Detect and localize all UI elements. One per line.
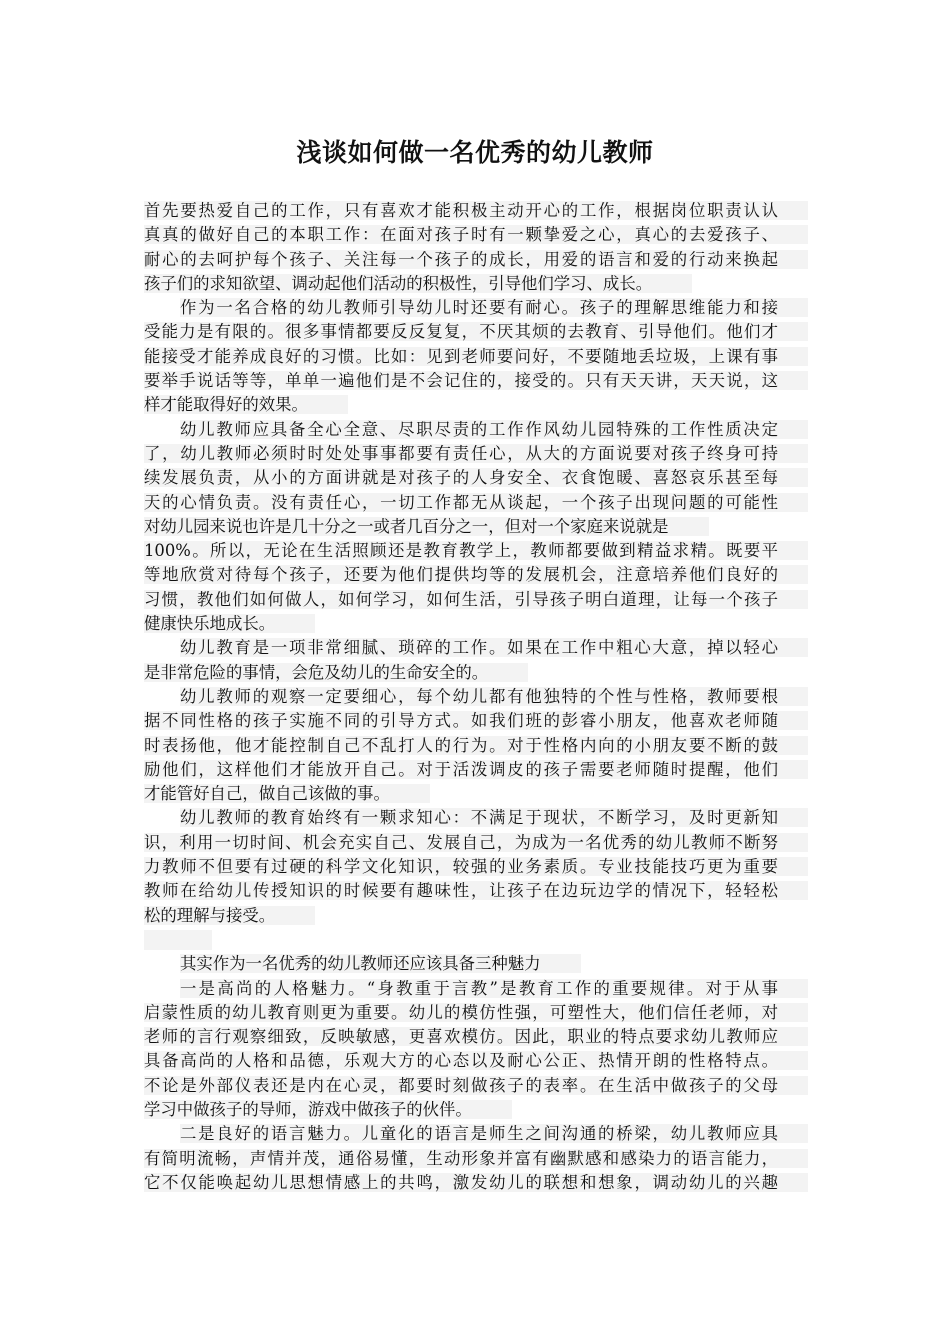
text-line: 是非常危险的事情，会危及幼儿的生命安全的。 <box>144 661 808 685</box>
text-line: 要举手说话等等，单单一遍他们是不会记住的，接受的。只有天天讲，天天说，这 <box>144 369 808 393</box>
text-line: 二是良好的语言魅力。儿童化的语言是师生之间沟通的桥梁，幼儿教师应具 <box>144 1122 808 1146</box>
text-line: 样才能取得好的效果。 <box>144 393 808 417</box>
text-line: 天的心情负责。没有责任心，一切工作都无从谈起，一个孩子出现问题的可能性 <box>144 491 808 515</box>
text-line: 能接受才能养成良好的习惯。比如：见到老师要问好，不要随地丢垃圾，上课有事 <box>144 345 808 369</box>
document-title: 浅谈如何做一名优秀的幼儿教师 <box>296 138 654 167</box>
text-line: 不论是外部仪表还是内在心灵，都要时刻做孩子的表率。在生活中做孩子的父母 <box>144 1074 808 1098</box>
text-line: 续发展负责，从小的方面讲就是对孩子的人身安全、衣食饱暖、喜怒哀乐甚至每 <box>144 466 808 490</box>
text-line: 幼儿教师的观察一定要细心，每个幼儿都有他独特的个性与性格，教师要根 <box>144 685 808 709</box>
text-line: 识，利用一切时间、机会充实自己、发展自己，为成为一名优秀的幼儿教师不断努 <box>144 831 808 855</box>
blank-line <box>144 928 808 952</box>
text-line: 对幼儿园来说也许是几十分之一或者几百分之一，但对一个家庭来说就是 <box>144 515 808 539</box>
text-line: 首先要热爱自己的工作，只有喜欢才能积极主动开心的工作，根据岗位职责认认 <box>144 199 808 223</box>
text-line: 习惯，教他们如何做人，如何学习，如何生活，引导孩子明白道理，让每一个孩子 <box>144 588 808 612</box>
text-line: 100%。所以，无论在生活照顾还是教育教学上，教师都要做到精益求精。既要平 <box>144 539 808 563</box>
text-line: 教师在给幼儿传授知识的时候要有趣味性，让孩子在边玩边学的情况下，轻轻松 <box>144 879 808 903</box>
text-line: 健康快乐地成长。 <box>144 612 808 636</box>
text-line: 幼儿教师的教育始终有一颗求知心：不满足于现状，不断学习，及时更新知 <box>144 806 808 830</box>
text-line: 了，幼儿教师必须时时处处事事都要有责任心，从大的方面说要对孩子终身可持 <box>144 442 808 466</box>
text-line: 据不同性格的孩子实施不同的引导方式。如我们班的彭睿小朋友，他喜欢老师随 <box>144 709 808 733</box>
text-line: 作为一名合格的幼儿教师引导幼儿时还要有耐心。孩子的理解思维能力和接 <box>144 296 808 320</box>
text-line: 励他们，这样他们才能放开自己。对于活泼调皮的孩子需要老师随时提醒，他们 <box>144 758 808 782</box>
text-line: 具备高尚的人格和品德，乐观大方的心态以及耐心公正、热情开朗的性格特点。 <box>144 1049 808 1073</box>
text-line: 它不仅能唤起幼儿思想情感上的共鸣，激发幼儿的联想和想象，调动幼儿的兴趣 <box>144 1171 808 1195</box>
text-line: 幼儿教师应具备全心全意、尽职尽责的工作作风幼儿园特殊的工作性质决定 <box>144 418 808 442</box>
text-line: 孩子们的求知欲望、调动起他们活动的积极性，引导他们学习、成长。 <box>144 272 808 296</box>
text-line: 幼儿教育是一项非常细腻、琐碎的工作。如果在工作中粗心大意，掉以轻心 <box>144 636 808 660</box>
text-line: 启蒙性质的幼儿教育则更为重要。幼儿的模仿性强，可塑性大，他们信任老师，对 <box>144 1001 808 1025</box>
text-line: 松的理解与接受。 <box>144 904 808 928</box>
text-line: 有简明流畅，声情并茂，通俗易懂，生动形象并富有幽默感和感染力的语言能力， <box>144 1147 808 1171</box>
text-line: 才能管好自己，做自己该做的事。 <box>144 782 808 806</box>
document-body <box>144 199 808 1195</box>
text-line: 受能力是有限的。很多事情都要反反复复，不厌其烦的去教育、引导他们。他们才 <box>144 320 808 344</box>
text-line: 学习中做孩子的导师，游戏中做孩子的伙伴。 <box>144 1098 808 1122</box>
text-line: 耐心的去呵护每个孩子、关注每一个孩子的成长，用爱的语言和爱的行动来换起 <box>144 248 808 272</box>
text-line: 一是高尚的人格魅力。“身教重于言教”是教育工作的重要规律。对于从事 <box>144 977 808 1001</box>
section-heading: 其实作为一名优秀的幼儿教师还应该具备三种魅力 <box>144 952 808 976</box>
text-line: 真真的做好自己的本职工作：在面对孩子时有一颗挚爱之心，真心的去爱孩子、 <box>144 223 808 247</box>
text-line: 老师的言行观察细致，反映敏感，更喜欢模仿。因此，职业的特点要求幼儿教师应 <box>144 1025 808 1049</box>
text-line: 时表扬他，他才能控制自己不乱打人的行为。对于性格内向的小朋友要不断的鼓 <box>144 734 808 758</box>
text-line: 力教师不但要有过硬的科学文化知识，较强的业务素质。专业技能技巧更为重要 <box>144 855 808 879</box>
text-line: 等地欣赏对待每个孩子，还要为他们提供均等的发展机会，注意培养他们良好的 <box>144 563 808 587</box>
